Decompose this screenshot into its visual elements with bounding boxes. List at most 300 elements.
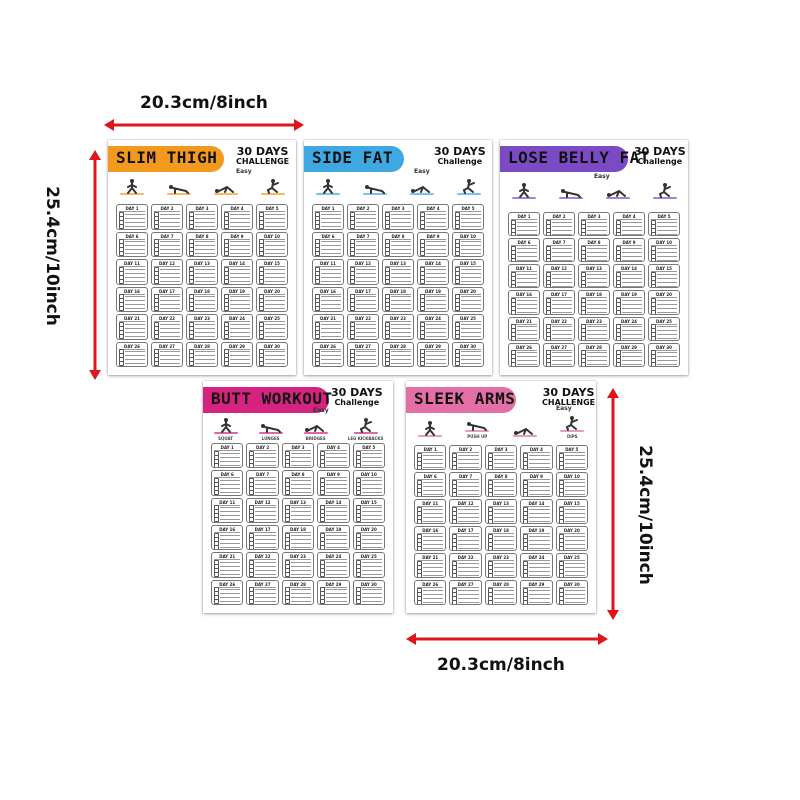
exercise-line: [125, 363, 145, 364]
checkbox[interactable]: [651, 232, 656, 237]
exercise-line: [291, 593, 311, 594]
checkbox[interactable]: [616, 232, 621, 237]
checkbox[interactable]: [523, 519, 528, 524]
day-label: DAY 3: [189, 206, 215, 212]
exercise-row: [259, 334, 285, 338]
checkbox[interactable]: [214, 463, 219, 468]
exercise-line: [125, 332, 145, 333]
checkbox[interactable]: [420, 224, 425, 229]
checkbox[interactable]: [488, 465, 493, 470]
checkbox[interactable]: [420, 334, 425, 339]
exercise-line: [587, 226, 607, 227]
day-card: [449, 526, 481, 551]
exercise-line: [255, 515, 275, 516]
exercise-line: [255, 519, 275, 520]
exercise-row: [616, 310, 642, 314]
checkbox[interactable]: [488, 600, 493, 605]
checkbox[interactable]: [523, 492, 528, 497]
exercise-row: [214, 463, 240, 467]
checkbox[interactable]: [154, 251, 159, 256]
exercise-line: [362, 535, 382, 536]
day-card: [186, 232, 218, 258]
checkbox[interactable]: [581, 232, 586, 237]
checkbox[interactable]: [417, 573, 422, 578]
checkbox[interactable]: [214, 599, 219, 604]
checkbox[interactable]: [452, 492, 457, 497]
checkbox[interactable]: [616, 258, 621, 263]
checkbox[interactable]: [455, 279, 460, 284]
day-card: [347, 259, 379, 285]
checkbox[interactable]: [285, 463, 290, 468]
checkbox[interactable]: [581, 310, 586, 315]
exercise-line: [195, 218, 215, 219]
checkbox[interactable]: [259, 224, 264, 229]
checkbox[interactable]: [455, 361, 460, 366]
checkbox[interactable]: [488, 573, 493, 578]
checkbox[interactable]: [119, 306, 124, 311]
checkbox[interactable]: [315, 224, 320, 229]
checkbox[interactable]: [249, 599, 254, 604]
day-label: DAY 26: [214, 582, 240, 588]
exercise-line: [195, 281, 215, 282]
checkbox[interactable]: [356, 572, 361, 577]
checkbox[interactable]: [523, 573, 528, 578]
checkbox[interactable]: [452, 600, 457, 605]
checkbox[interactable]: [452, 546, 457, 551]
checkbox[interactable]: [511, 284, 516, 289]
checkbox[interactable]: [546, 258, 551, 263]
exercise-line: [321, 355, 341, 356]
checkbox[interactable]: [559, 573, 564, 578]
exercise-row: [651, 363, 677, 367]
checkbox[interactable]: [224, 306, 229, 311]
exercise-line: [230, 281, 250, 282]
checkbox[interactable]: [455, 224, 460, 229]
day-card: [347, 287, 379, 313]
checkbox[interactable]: [385, 361, 390, 366]
checkbox[interactable]: [385, 306, 390, 311]
checkbox[interactable]: [488, 519, 493, 524]
exercise-line: [356, 363, 376, 364]
exercise-row: [616, 258, 642, 262]
exercise-line: [356, 300, 376, 301]
checkbox[interactable]: [119, 361, 124, 366]
day-card: [485, 553, 517, 578]
checkbox[interactable]: [356, 490, 361, 495]
exercise-line: [529, 571, 549, 572]
exercise-line: [622, 326, 642, 327]
day-card: [256, 232, 288, 258]
checkbox[interactable]: [559, 465, 564, 470]
exercise-line: [326, 484, 346, 485]
exercise-line: [458, 482, 478, 483]
checkbox[interactable]: [315, 334, 320, 339]
exercise-row: [119, 224, 145, 228]
day-card: [520, 472, 552, 497]
checkbox[interactable]: [420, 306, 425, 311]
checkbox[interactable]: [320, 463, 325, 468]
day-card: [317, 498, 349, 523]
exercise-line: [529, 459, 549, 460]
exercise-line: [517, 260, 537, 261]
checkbox[interactable]: [224, 279, 229, 284]
checkbox[interactable]: [189, 334, 194, 339]
day-label: DAY 19: [224, 289, 250, 295]
exercise-line: [356, 359, 376, 360]
exercise-line: [657, 304, 677, 305]
difficulty-tag: Easy: [556, 405, 572, 412]
checkbox[interactable]: [154, 279, 159, 284]
exercise-line: [255, 593, 275, 594]
day-label: DAY 14: [320, 500, 346, 506]
day-card: [382, 314, 414, 340]
exercise-line: [529, 467, 549, 468]
checkbox[interactable]: [559, 492, 564, 497]
exercise-line: [565, 594, 585, 595]
exercise-line: [458, 575, 478, 576]
checkbox[interactable]: [651, 310, 656, 315]
checkbox[interactable]: [420, 361, 425, 366]
right-height-arrow: [606, 388, 620, 620]
exercise-row: [350, 334, 376, 338]
day-card: [151, 342, 183, 368]
exercise-line: [195, 300, 215, 301]
exercise-line: [391, 277, 411, 278]
exercise-line: [587, 234, 607, 235]
day-card: [116, 232, 148, 258]
checkbox[interactable]: [189, 361, 194, 366]
checkbox[interactable]: [119, 224, 124, 229]
checkbox[interactable]: [417, 600, 422, 605]
checkbox[interactable]: [356, 463, 361, 468]
exercise-line: [565, 575, 585, 576]
day-label: DAY 16: [119, 289, 145, 295]
exercise-line: [552, 356, 572, 357]
checkbox[interactable]: [119, 279, 124, 284]
checkbox[interactable]: [523, 465, 528, 470]
checkbox[interactable]: [559, 519, 564, 524]
exercise-row: [546, 363, 572, 367]
exercise-line: [565, 540, 585, 541]
checkbox[interactable]: [546, 284, 551, 289]
exercise-row: [452, 546, 478, 550]
exercise-line: [326, 566, 346, 567]
checkbox[interactable]: [581, 284, 586, 289]
checkbox[interactable]: [320, 545, 325, 550]
checkbox[interactable]: [511, 362, 516, 367]
checkbox[interactable]: [285, 572, 290, 577]
exercise-line: [220, 597, 240, 598]
checkbox[interactable]: [488, 492, 493, 497]
checkbox[interactable]: [511, 336, 516, 341]
checkbox[interactable]: [417, 519, 422, 524]
checkbox[interactable]: [189, 251, 194, 256]
exercise-line: [291, 457, 311, 458]
day-label: DAY 22: [350, 316, 376, 322]
exercise-line: [356, 269, 376, 270]
checkbox[interactable]: [154, 224, 159, 229]
checkbox[interactable]: [285, 599, 290, 604]
checkbox[interactable]: [546, 232, 551, 237]
bicycle-icon: [456, 178, 482, 197]
exercise-line: [426, 355, 446, 356]
exercise-line: [195, 363, 215, 364]
day-card: [485, 472, 517, 497]
exercise-line: [494, 513, 514, 514]
checkbox[interactable]: [581, 336, 586, 341]
exercise-row: [350, 279, 376, 283]
checkbox[interactable]: [154, 334, 159, 339]
exercise-line: [461, 281, 481, 282]
checkbox[interactable]: [285, 545, 290, 550]
exercise-line: [391, 296, 411, 297]
checkbox[interactable]: [189, 306, 194, 311]
day-label: DAY 11: [214, 500, 240, 506]
checkbox[interactable]: [259, 334, 264, 339]
checkbox[interactable]: [616, 284, 621, 289]
exercise-line: [552, 260, 572, 261]
checkbox[interactable]: [651, 284, 656, 289]
day-label: DAY 8: [285, 472, 311, 478]
exercise-line: [230, 300, 250, 301]
exercise-line: [362, 519, 382, 520]
checkbox[interactable]: [224, 361, 229, 366]
checkbox[interactable]: [249, 517, 254, 522]
day-label: DAY 14: [420, 261, 446, 267]
exercise-line: [657, 274, 677, 275]
checkbox[interactable]: [214, 490, 219, 495]
day-label: DAY 7: [546, 240, 572, 246]
exercise-row: [488, 519, 514, 523]
checkbox[interactable]: [249, 572, 254, 577]
checkbox[interactable]: [511, 310, 516, 315]
day-label: DAY 15: [259, 261, 285, 267]
exercise-line: [622, 300, 642, 301]
exercise-illustrations: [108, 178, 296, 197]
checkbox[interactable]: [214, 545, 219, 550]
checkbox[interactable]: [259, 306, 264, 311]
day-card: [347, 204, 379, 230]
exercise-line: [517, 330, 537, 331]
exercise-row: [259, 279, 285, 283]
checkbox[interactable]: [455, 306, 460, 311]
day-label: DAY 2: [350, 206, 376, 212]
exercise-line: [255, 574, 275, 575]
day-label: DAY 18: [189, 289, 215, 295]
checkbox[interactable]: [350, 251, 355, 256]
exercise-line: [657, 286, 677, 287]
day-label: DAY 6: [417, 474, 443, 480]
checkbox[interactable]: [189, 224, 194, 229]
checkbox[interactable]: [546, 362, 551, 367]
checkbox[interactable]: [320, 572, 325, 577]
checkbox[interactable]: [559, 600, 564, 605]
checkbox[interactable]: [154, 306, 159, 311]
exercise-line: [391, 336, 411, 337]
checkbox[interactable]: [356, 599, 361, 604]
checkbox[interactable]: [214, 517, 219, 522]
checkbox[interactable]: [581, 258, 586, 263]
checkbox[interactable]: [385, 251, 390, 256]
checkbox[interactable]: [224, 251, 229, 256]
checkbox[interactable]: [546, 336, 551, 341]
exercise-row: [259, 252, 285, 256]
exercise-line: [230, 241, 250, 242]
exercise-line: [321, 336, 341, 337]
day-label: DAY 17: [249, 527, 275, 533]
exercise-row: [385, 279, 411, 283]
checkbox[interactable]: [417, 492, 422, 497]
exercise-line: [321, 214, 341, 215]
exercise-line: [587, 256, 607, 257]
exercise-line: [552, 222, 572, 223]
checkbox[interactable]: [249, 490, 254, 495]
checkbox[interactable]: [356, 545, 361, 550]
exercise-label: LUNGES: [261, 436, 280, 441]
exercise-line: [291, 570, 311, 571]
difficulty-tag: Easy: [236, 168, 252, 175]
day-label: DAY 7: [350, 234, 376, 240]
day-label: DAY 1: [214, 445, 240, 451]
exercise-label: BRIDGES: [305, 436, 326, 441]
exercise-line: [362, 539, 382, 540]
exercise-row: [385, 307, 411, 311]
exercise-line: [517, 308, 537, 309]
checkbox[interactable]: [350, 279, 355, 284]
checkbox[interactable]: [546, 310, 551, 315]
checkbox[interactable]: [154, 361, 159, 366]
checkbox[interactable]: [119, 251, 124, 256]
checkbox[interactable]: [452, 519, 457, 524]
checkbox[interactable]: [249, 463, 254, 468]
day-label: DAY 25: [651, 319, 677, 325]
exercise-line: [321, 245, 341, 246]
day-label: DAY 16: [417, 528, 443, 534]
challenge-text: Challenge: [637, 157, 683, 166]
day-card: [382, 287, 414, 313]
checkbox[interactable]: [259, 279, 264, 284]
checkbox[interactable]: [420, 251, 425, 256]
checkbox[interactable]: [455, 251, 460, 256]
exercise-row: [119, 334, 145, 338]
exercise-line: [160, 300, 180, 301]
day-label: DAY 24: [320, 554, 346, 560]
exercise-row: [455, 334, 481, 338]
exercise-line: [321, 363, 341, 364]
checkbox[interactable]: [420, 279, 425, 284]
checkbox[interactable]: [452, 465, 457, 470]
checkbox[interactable]: [523, 600, 528, 605]
checkbox[interactable]: [356, 517, 361, 522]
checkbox[interactable]: [452, 573, 457, 578]
checkbox[interactable]: [350, 334, 355, 339]
checkbox[interactable]: [523, 546, 528, 551]
exercise-line: [321, 332, 341, 333]
poster-sleek-arms: [406, 381, 596, 613]
poster-title: LOSE BELLY FAT: [508, 148, 650, 167]
checkbox[interactable]: [315, 279, 320, 284]
checkbox[interactable]: [651, 336, 656, 341]
exercise-line: [423, 540, 443, 541]
exercise-row: [452, 465, 478, 469]
poster-title: SIDE FAT: [312, 148, 394, 167]
exercise-line: [552, 300, 572, 301]
checkbox[interactable]: [417, 546, 422, 551]
checkbox[interactable]: [315, 361, 320, 366]
checkbox[interactable]: [350, 361, 355, 366]
checkbox[interactable]: [285, 490, 290, 495]
exercise-line: [362, 589, 382, 590]
checkbox[interactable]: [581, 362, 586, 367]
checkbox[interactable]: [511, 258, 516, 263]
checkbox[interactable]: [320, 490, 325, 495]
checkbox[interactable]: [511, 232, 516, 237]
checkbox[interactable]: [417, 465, 422, 470]
day-card: [648, 290, 680, 314]
exercise-line: [160, 241, 180, 242]
checkbox[interactable]: [259, 251, 264, 256]
checkbox[interactable]: [259, 361, 264, 366]
checkbox[interactable]: [651, 362, 656, 367]
day-card: [256, 259, 288, 285]
checkbox[interactable]: [385, 224, 390, 229]
day-card: [312, 204, 344, 230]
checkbox[interactable]: [455, 334, 460, 339]
checkbox[interactable]: [616, 310, 621, 315]
checkbox[interactable]: [488, 546, 493, 551]
checkbox[interactable]: [350, 224, 355, 229]
day-card: [221, 204, 253, 230]
checkbox[interactable]: [119, 334, 124, 339]
checkbox[interactable]: [189, 279, 194, 284]
checkbox[interactable]: [320, 517, 325, 522]
exercise-line: [529, 567, 549, 568]
checkbox[interactable]: [320, 599, 325, 604]
checkbox[interactable]: [249, 545, 254, 550]
exercise-line: [517, 304, 537, 305]
checkbox[interactable]: [214, 572, 219, 577]
exercise-line: [622, 334, 642, 335]
day-card: [452, 314, 484, 340]
checkbox[interactable]: [315, 306, 320, 311]
exercise-line: [423, 575, 443, 576]
checkbox[interactable]: [651, 258, 656, 263]
exercise-line: [517, 286, 537, 287]
exercise-line: [461, 351, 481, 352]
exercise-line: [529, 602, 549, 603]
top-width-arrow: [104, 118, 304, 132]
exercise-row: [154, 334, 180, 338]
exercise-line: [220, 480, 240, 481]
checkbox[interactable]: [285, 517, 290, 522]
checkbox[interactable]: [616, 336, 621, 341]
checkbox[interactable]: [616, 362, 621, 367]
checkbox[interactable]: [224, 334, 229, 339]
checkbox[interactable]: [315, 251, 320, 256]
day-label: DAY 17: [350, 289, 376, 295]
exercise-line: [657, 356, 677, 357]
checkbox[interactable]: [350, 306, 355, 311]
exercise-line: [326, 457, 346, 458]
exercise-label: LEG KICKBACKS: [347, 436, 384, 441]
checkbox[interactable]: [559, 546, 564, 551]
checkbox[interactable]: [385, 279, 390, 284]
exercise-row: [285, 463, 311, 467]
exercise-line: [160, 245, 180, 246]
checkbox[interactable]: [224, 224, 229, 229]
checkbox[interactable]: [385, 334, 390, 339]
exercise-line: [461, 300, 481, 301]
